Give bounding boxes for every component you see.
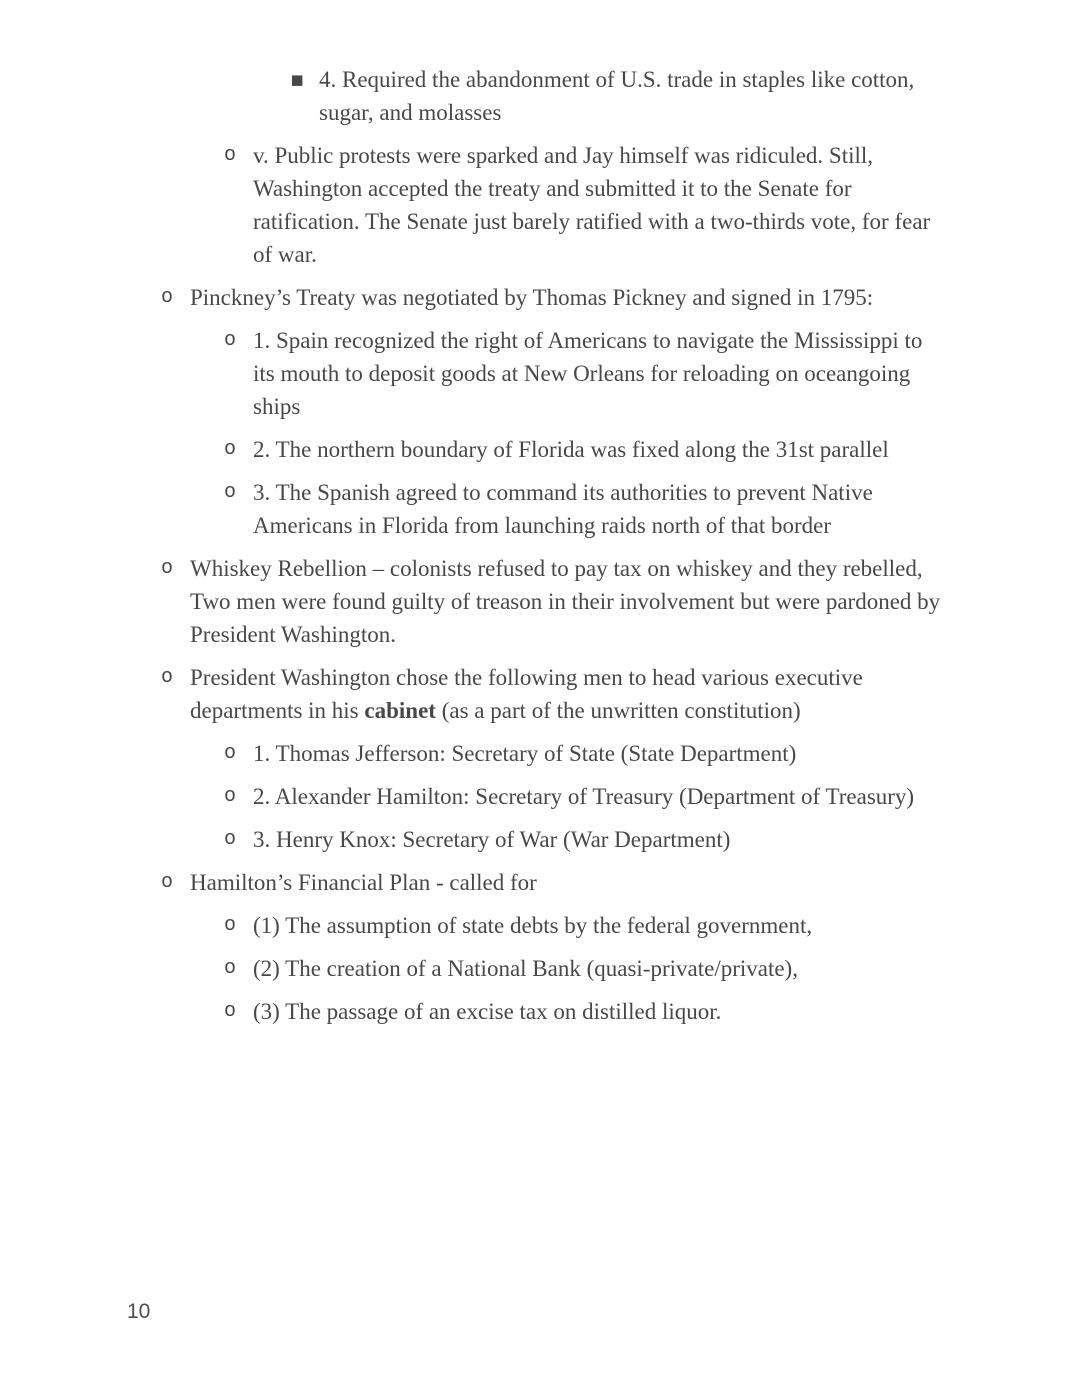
list-item [224, 909, 1080, 942]
list-item [224, 737, 1080, 770]
list-item [161, 866, 1080, 899]
list-item-text: Hamilton’s Financial Plan - called for [190, 870, 537, 895]
list-item-text: 4. Required the abandonment of U.S. trade in staples like cotton, sugar, and molasses [319, 67, 915, 125]
list-item-text: 1. Thomas Jefferson: Secretary of State (State Department) [253, 741, 797, 766]
list-item [224, 780, 1080, 813]
list-item-text: 3. The Spanish agreed to command its authorities to prevent Native Americans in Florida from launching raids north of that border [253, 480, 873, 538]
circle-bullet-icon: o [224, 329, 237, 352]
list-item-text: 1. Spain recognized the right of Americans to navigate the Mississippi to its mouth to deposit goods at New Orleans for reloading on oceangoing ships [253, 328, 923, 419]
list-item [161, 281, 1080, 314]
list-item [290, 63, 1080, 129]
list-item [224, 139, 1080, 271]
circle-bullet-icon: o [224, 1000, 237, 1023]
circle-bullet-icon: o [224, 957, 237, 980]
list-item-text: (1) The assumption of state debts by the federal government, [253, 913, 813, 938]
list-item [161, 661, 1080, 727]
list-item-text: President Washington chose the following men to head various executive departments in his cabinet (as a part of the unwritten constitution) [190, 665, 863, 723]
list-item-text: 2. The northern boundary of Florida was fixed along the 31st parallel [253, 437, 889, 462]
list-item-text: 2. Alexander Hamilton: Secretary of Treasury (Department of Treasury) [253, 784, 915, 809]
circle-bullet-icon: o [224, 144, 237, 167]
circle-bullet-icon: o [224, 742, 237, 765]
circle-bullet-icon: o [224, 481, 237, 504]
circle-bullet-icon: o [161, 286, 174, 309]
page-number: 10 [127, 1300, 151, 1323]
list-item-text: (2) The creation of a National Bank (quasi-private/private), [253, 956, 798, 981]
list-item [224, 995, 1080, 1028]
list-item-text: Pinckney’s Treaty was negotiated by Thomas Pickney and signed in 1795: [190, 285, 874, 310]
circle-bullet-icon: o [224, 828, 237, 851]
list-item-text: v. Public protests were sparked and Jay himself was ridiculed. Still, Washington accepted the treaty and submitted it to the Senate for ratification. The Senate just barely ratified with a two-thirds vote, for fear of war. [253, 143, 931, 267]
square-bullet-icon: ▪ [290, 67, 305, 91]
list-item [224, 324, 1080, 423]
list-item [224, 433, 1080, 466]
list-item [161, 552, 1080, 651]
list-item-text: (3) The passage of an excise tax on distilled liquor. [253, 999, 722, 1024]
circle-bullet-icon: o [161, 871, 174, 894]
circle-bullet-icon: o [224, 785, 237, 808]
list-item [224, 476, 1080, 542]
list-item [224, 952, 1080, 985]
circle-bullet-icon: o [224, 438, 237, 461]
circle-bullet-icon: o [224, 914, 237, 937]
list-item-text: 3. Henry Knox: Secretary of War (War Department) [253, 827, 731, 852]
list-item [224, 823, 1080, 856]
circle-bullet-icon: o [161, 557, 174, 580]
circle-bullet-icon: o [161, 666, 174, 689]
list-item-text: Whiskey Rebellion – colonists refused to pay tax on whiskey and they rebelled, Two men were found guilty of treason in their involvement but were pardoned by President Washington. [190, 556, 941, 647]
